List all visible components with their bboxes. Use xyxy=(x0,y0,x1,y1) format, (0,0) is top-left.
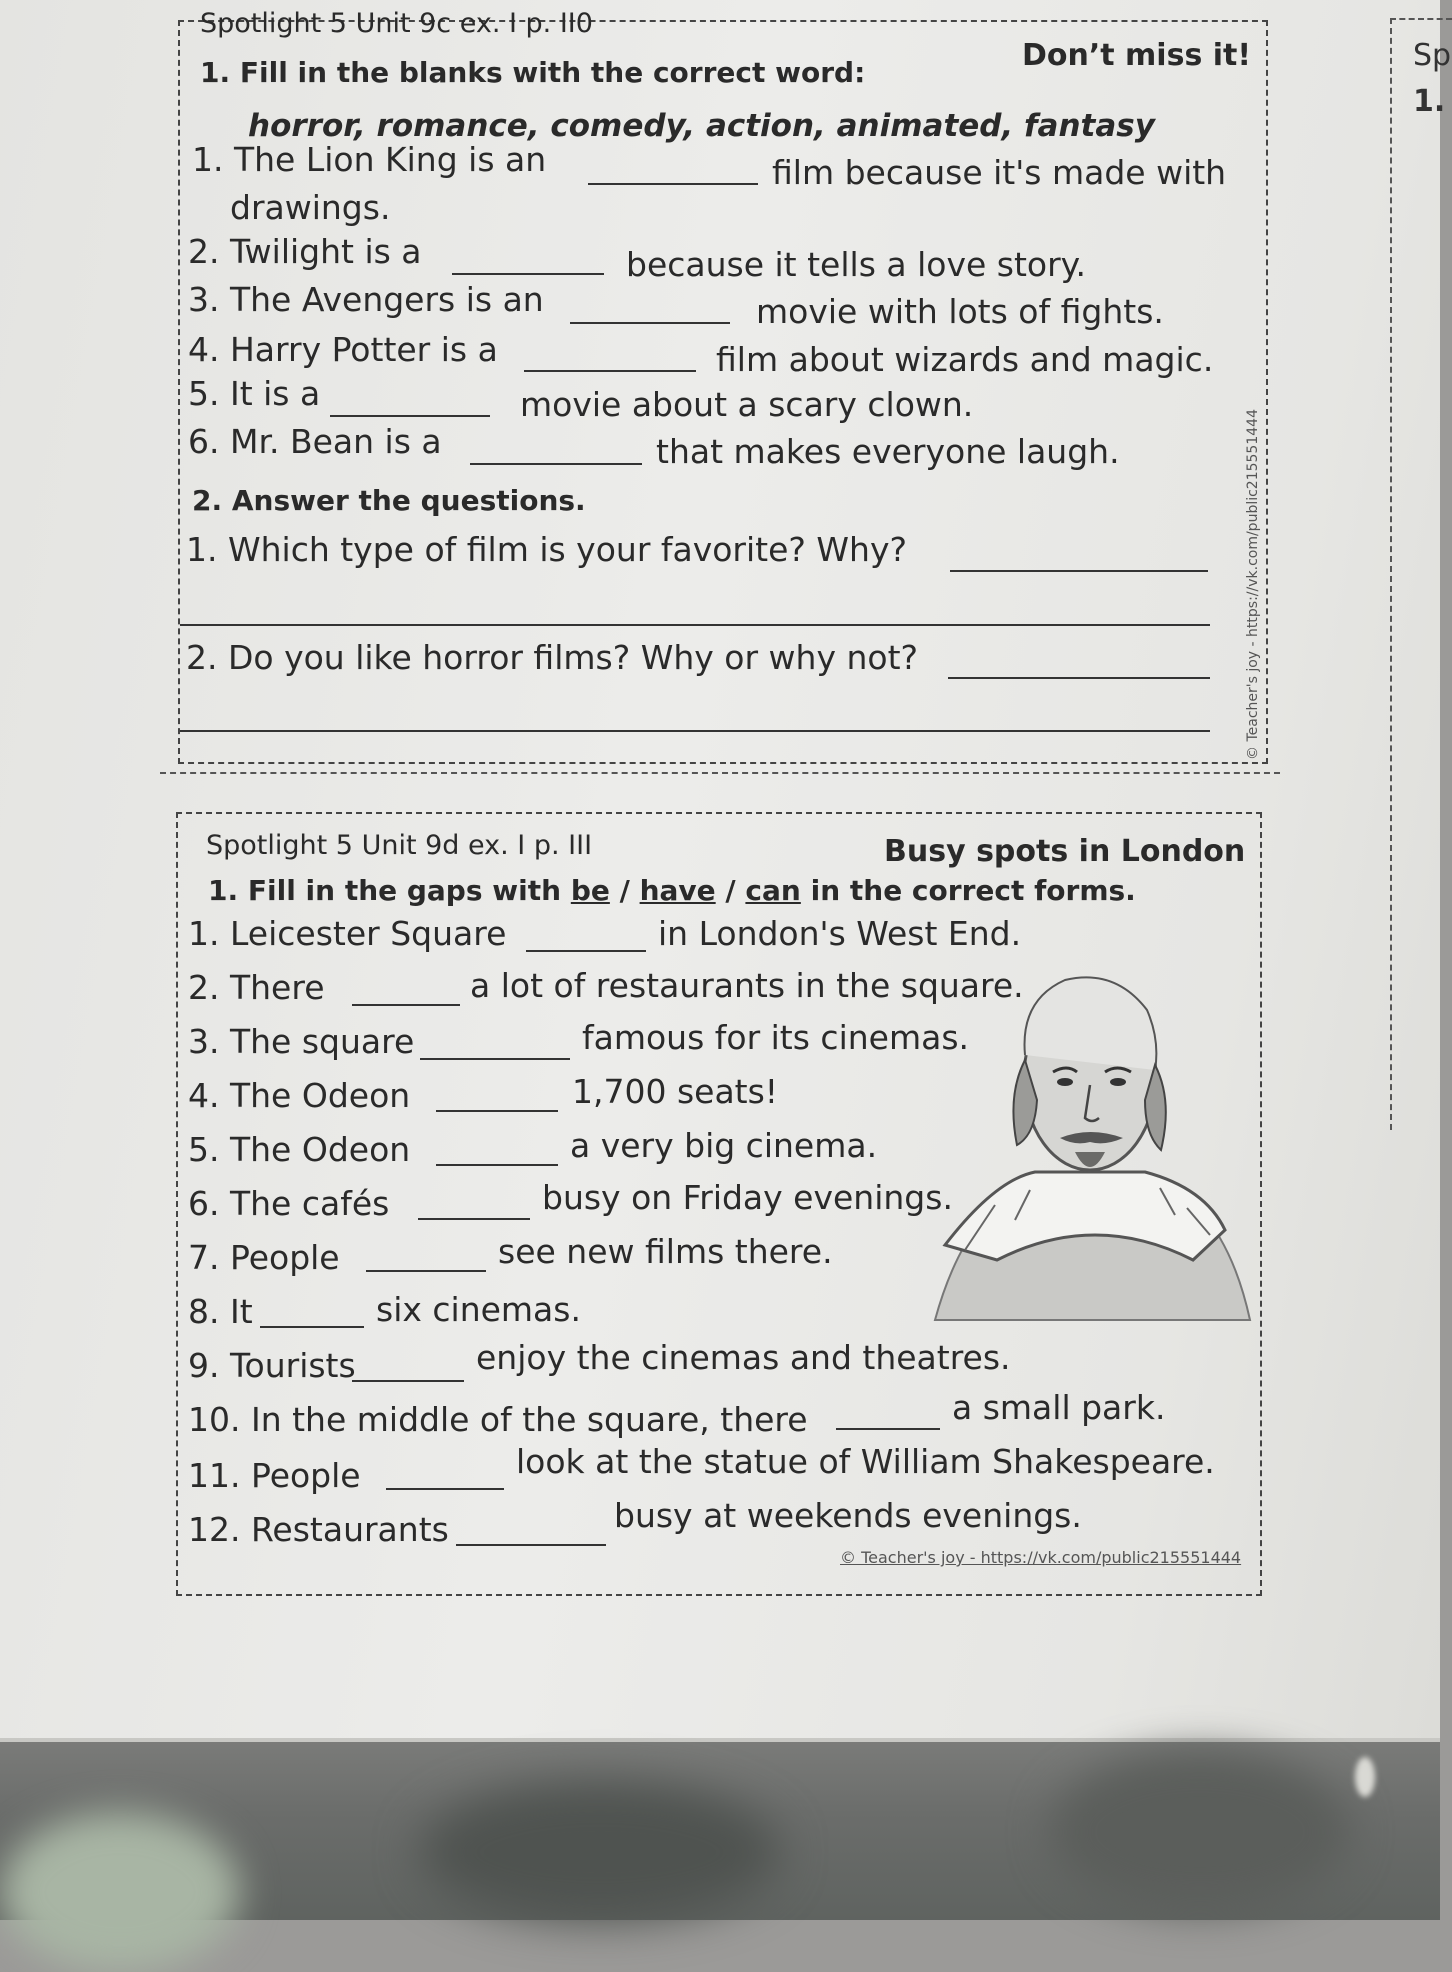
london-item-2-end: a lot of restaurants in the square. xyxy=(470,966,1024,1005)
question-1: 1. Which type of film is your favorite? Why? xyxy=(186,530,908,569)
london-item-10: 10. In the middle of the square, there xyxy=(188,1400,808,1439)
london-item-10-end: a small park. xyxy=(952,1388,1166,1427)
card2-title: Busy spots in London xyxy=(884,834,1246,869)
film-item-3: 3. The Avengers is an xyxy=(188,280,544,319)
answer-blank[interactable] xyxy=(352,1380,464,1382)
london-item-3: 3. The square xyxy=(188,1022,415,1061)
card-divider xyxy=(160,772,1280,774)
word-bank: horror, romance, comedy, action, animated, fantasy xyxy=(248,108,1155,144)
film-item-3-end: movie with lots of fights. xyxy=(756,292,1164,331)
answer-blank[interactable] xyxy=(352,1004,460,1006)
answer-line[interactable] xyxy=(950,570,1208,572)
watermark: © Teacher's joy - https://vk.com/public215551444 xyxy=(840,1548,1242,1567)
answer-line[interactable] xyxy=(180,730,1210,732)
watermark: © Teacher's joy - https://vk.com/public215551444 xyxy=(1245,409,1261,760)
floor-shadow xyxy=(420,1782,780,1922)
film-item-1-cont: drawings. xyxy=(230,188,391,227)
card1-header: Spotlight 5 Unit 9c ex. I p. II0 xyxy=(200,8,593,39)
answer-blank[interactable] xyxy=(366,1270,486,1272)
answer-line[interactable] xyxy=(948,677,1210,679)
task-separator: / xyxy=(725,874,736,907)
london-item-1-end: in London's West End. xyxy=(658,914,1022,953)
answer-blank[interactable] xyxy=(526,950,646,952)
film-item-1: 1. The Lion King is an xyxy=(192,140,547,179)
answer-blank[interactable] xyxy=(470,463,642,465)
card2-header: Spotlight 5 Unit 9d ex. I p. III xyxy=(206,830,593,861)
partial-card-right xyxy=(1390,18,1452,1130)
task-word-can: can xyxy=(745,874,801,907)
card1-task2: 2. Answer the questions. xyxy=(192,484,586,517)
card1-task1: 1. Fill in the blanks with the correct word: xyxy=(200,56,866,89)
film-item-5-end: movie about a scary clown. xyxy=(520,385,974,424)
london-item-1: 1. Leicester Square xyxy=(188,914,507,953)
london-item-9: 9. Tourists xyxy=(188,1346,356,1385)
task-word-have: have xyxy=(639,874,716,907)
task-separator: / xyxy=(619,874,630,907)
answer-blank[interactable] xyxy=(524,370,696,372)
london-item-3-end: famous for its cinemas. xyxy=(582,1018,970,1057)
card1-title: Don’t miss it! xyxy=(1022,38,1252,73)
answer-blank[interactable] xyxy=(418,1218,530,1220)
answer-blank[interactable] xyxy=(436,1164,558,1166)
answer-blank[interactable] xyxy=(386,1488,504,1490)
london-item-8: 8. It xyxy=(188,1292,253,1331)
london-item-2: 2. There xyxy=(188,968,325,1007)
partial-card-task: 1. xyxy=(1413,84,1446,119)
london-item-5: 5. The Odeon xyxy=(188,1130,411,1169)
london-item-8-end: six cinemas. xyxy=(376,1290,581,1329)
film-item-6-end: that makes everyone laugh. xyxy=(656,432,1120,471)
film-item-2-end: because it tells a love story. xyxy=(626,245,1086,284)
london-item-7: 7. People xyxy=(188,1238,340,1277)
floor-highlight xyxy=(1355,1757,1375,1797)
answer-blank[interactable] xyxy=(330,415,490,417)
london-item-6-end: busy on Friday evenings. xyxy=(542,1178,953,1217)
answer-blank[interactable] xyxy=(436,1110,558,1112)
floor-shadow xyxy=(0,1812,240,1972)
film-item-1-end: film because it's made with xyxy=(772,153,1227,192)
task-text: 1. Fill in the gaps with xyxy=(208,874,562,907)
film-item-4-end: film about wizards and magic. xyxy=(716,340,1214,379)
question-2: 2. Do you like horror films? Why or why not? xyxy=(186,638,919,677)
answer-blank[interactable] xyxy=(588,183,758,185)
answer-line[interactable] xyxy=(180,624,1210,626)
london-item-7-end: see new films there. xyxy=(498,1232,833,1271)
london-item-12: 12. Restaurants xyxy=(188,1510,449,1549)
task-text: in the correct forms. xyxy=(810,874,1136,907)
london-item-11-end: look at the statue of William Shakespeare. xyxy=(516,1442,1215,1481)
film-item-4: 4. Harry Potter is a xyxy=(188,330,498,369)
answer-blank[interactable] xyxy=(570,322,730,324)
shakespeare-portrait xyxy=(925,960,1255,1330)
answer-blank[interactable] xyxy=(836,1428,940,1430)
background-floor xyxy=(0,1742,1440,1920)
task-word-be: be xyxy=(570,874,610,907)
london-item-4-end: 1,700 seats! xyxy=(572,1072,779,1111)
film-item-6: 6. Mr. Bean is a xyxy=(188,422,442,461)
london-item-11: 11. People xyxy=(188,1456,361,1495)
london-item-4: 4. The Odeon xyxy=(188,1076,411,1115)
partial-card-header: Sp xyxy=(1413,38,1452,73)
london-item-5-end: a very big cinema. xyxy=(570,1126,878,1165)
film-item-5: 5. It is a xyxy=(188,374,321,413)
answer-blank[interactable] xyxy=(260,1326,364,1328)
answer-blank[interactable] xyxy=(456,1544,606,1546)
floor-shadow xyxy=(1050,1752,1350,1912)
film-item-2: 2. Twilight is a xyxy=(188,232,422,271)
london-item-9-end: enjoy the cinemas and theatres. xyxy=(476,1338,1011,1377)
london-item-12-end: busy at weekends evenings. xyxy=(614,1496,1082,1535)
answer-blank[interactable] xyxy=(452,273,604,275)
answer-blank[interactable] xyxy=(420,1058,570,1060)
card2-task xyxy=(208,874,1136,907)
london-item-6: 6. The cafés xyxy=(188,1184,390,1223)
